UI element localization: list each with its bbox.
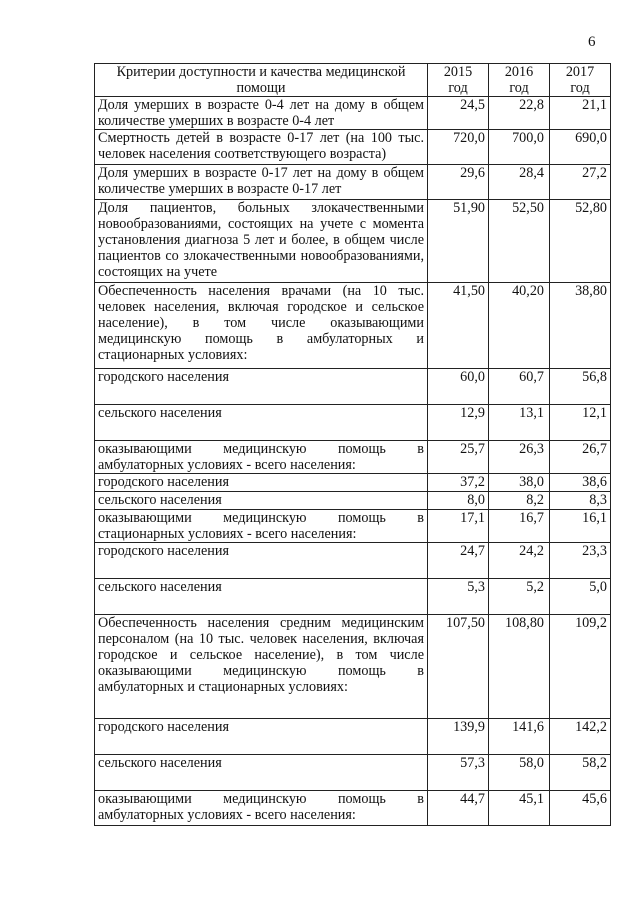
value-2016: 45,1 xyxy=(489,791,550,826)
year-label: 2017 xyxy=(565,64,595,80)
criterion-label: сельского населения xyxy=(95,492,428,510)
criterion-label: городского населения xyxy=(95,369,428,405)
value-2016: 38,0 xyxy=(489,474,550,492)
value-2017: 12,1 xyxy=(550,405,611,441)
value-2015: 12,9 xyxy=(428,405,489,441)
value-2015: 17,1 xyxy=(428,510,489,543)
page-number: 6 xyxy=(588,34,596,50)
value-2015: 41,50 xyxy=(428,283,489,369)
criterion-label: городского населения xyxy=(95,543,428,579)
table-row xyxy=(95,791,611,826)
value-2017: 8,3 xyxy=(550,492,611,510)
value-2016: 16,7 xyxy=(489,510,550,543)
year-column-header-2015 xyxy=(428,64,489,97)
criterion-label: оказывающими медицинскую помощь в амбулаторных условиях - всего населения: xyxy=(95,791,428,826)
criterion-label: оказывающими медицинскую помощь в амбулаторных условиях - всего населения: xyxy=(95,441,428,474)
value-2016: 13,1 xyxy=(489,405,550,441)
table-row xyxy=(95,283,611,369)
table-row xyxy=(95,510,611,543)
value-2017: 38,6 xyxy=(550,474,611,492)
table-header-row xyxy=(95,64,611,97)
value-2017: 26,7 xyxy=(550,441,611,474)
value-2015: 139,9 xyxy=(428,719,489,755)
value-2017: 690,0 xyxy=(550,130,611,165)
table-row xyxy=(95,165,611,200)
value-2016: 58,0 xyxy=(489,755,550,791)
value-2016: 22,8 xyxy=(489,97,550,130)
table-row xyxy=(95,719,611,755)
table-row xyxy=(95,441,611,474)
value-2015: 37,2 xyxy=(428,474,489,492)
criterion-label: Доля умерших в возрасте 0-4 лет на дому в общем количестве умерших в возрасте 0-4 лет xyxy=(95,97,428,130)
year-unit-label: год xyxy=(509,80,529,96)
value-2016: 24,2 xyxy=(489,543,550,579)
value-2016: 141,6 xyxy=(489,719,550,755)
table-row xyxy=(95,369,611,405)
value-2015: 60,0 xyxy=(428,369,489,405)
value-2016: 52,50 xyxy=(489,200,550,283)
value-2017: 5,0 xyxy=(550,579,611,615)
year-column-header-2016 xyxy=(489,64,550,97)
criterion-label: сельского населения xyxy=(95,579,428,615)
value-2015: 107,50 xyxy=(428,615,489,719)
table-row xyxy=(95,543,611,579)
value-2015: 720,0 xyxy=(428,130,489,165)
value-2017: 27,2 xyxy=(550,165,611,200)
criterion-label: городского населения xyxy=(95,719,428,755)
value-2015: 24,7 xyxy=(428,543,489,579)
value-2015: 51,90 xyxy=(428,200,489,283)
value-2017: 58,2 xyxy=(550,755,611,791)
criteria-table xyxy=(94,63,611,826)
value-2017: 142,2 xyxy=(550,719,611,755)
value-2016: 8,2 xyxy=(489,492,550,510)
value-2015: 8,0 xyxy=(428,492,489,510)
value-2016: 5,2 xyxy=(489,579,550,615)
criterion-label: сельского населения xyxy=(95,755,428,791)
value-2017: 56,8 xyxy=(550,369,611,405)
criterion-label: Доля умерших в возрасте 0-17 лет на дому в общем количестве умерших в возрасте 0-17 лет xyxy=(95,165,428,200)
value-2016: 26,3 xyxy=(489,441,550,474)
table-row xyxy=(95,474,611,492)
table-row xyxy=(95,755,611,791)
value-2016: 40,20 xyxy=(489,283,550,369)
year-unit-label: год xyxy=(448,80,468,96)
table-row xyxy=(95,200,611,283)
value-2015: 44,7 xyxy=(428,791,489,826)
table-row xyxy=(95,579,611,615)
criteria-column-header: Критерии доступности и качества медицинской помощи xyxy=(95,64,428,97)
value-2016: 60,7 xyxy=(489,369,550,405)
value-2015: 5,3 xyxy=(428,579,489,615)
value-2015: 29,6 xyxy=(428,165,489,200)
year-unit-label: год xyxy=(570,80,590,96)
table-row xyxy=(95,130,611,165)
table-row xyxy=(95,405,611,441)
value-2016: 108,80 xyxy=(489,615,550,719)
value-2017: 21,1 xyxy=(550,97,611,130)
criterion-label: Доля пациентов, больных злокачественными новообразованиями, состоящих на учете с момента установления диагноза 5 лет и более, в общем числе пациентов со злокачественными новообразованиями, состоящих на учете xyxy=(95,200,428,283)
criterion-label: Обеспеченность населения средним медицинским персоналом (на 10 тыс. человек населения, включая городское и сельское население), в том числе оказывающими медицинскую помощь в амбулаторных и стационарных условиях: xyxy=(95,615,428,719)
criterion-label: Смертность детей в возрасте 0-17 лет (на 100 тыс. человек населения соответствующего возраста) xyxy=(95,130,428,165)
year-label: 2016 xyxy=(504,64,534,80)
criterion-label: оказывающими медицинскую помощь в стационарных условиях - всего населения: xyxy=(95,510,428,543)
value-2016: 700,0 xyxy=(489,130,550,165)
value-2017: 45,6 xyxy=(550,791,611,826)
value-2015: 57,3 xyxy=(428,755,489,791)
year-label: 2015 xyxy=(443,64,473,80)
table-row xyxy=(95,97,611,130)
year-column-header-2017 xyxy=(550,64,611,97)
table-row xyxy=(95,492,611,510)
value-2015: 24,5 xyxy=(428,97,489,130)
value-2017: 23,3 xyxy=(550,543,611,579)
table-row xyxy=(95,615,611,719)
criterion-label: сельского населения xyxy=(95,405,428,441)
value-2017: 16,1 xyxy=(550,510,611,543)
criterion-label: городского населения xyxy=(95,474,428,492)
criterion-label: Обеспеченность населения врачами (на 10 тыс. человек населения, включая городское и сельское население), в том числе оказывающими медицинскую помощь в амбулаторных и стационарных условиях: xyxy=(95,283,428,369)
value-2017: 52,80 xyxy=(550,200,611,283)
value-2015: 25,7 xyxy=(428,441,489,474)
value-2017: 109,2 xyxy=(550,615,611,719)
value-2016: 28,4 xyxy=(489,165,550,200)
value-2017: 38,80 xyxy=(550,283,611,369)
